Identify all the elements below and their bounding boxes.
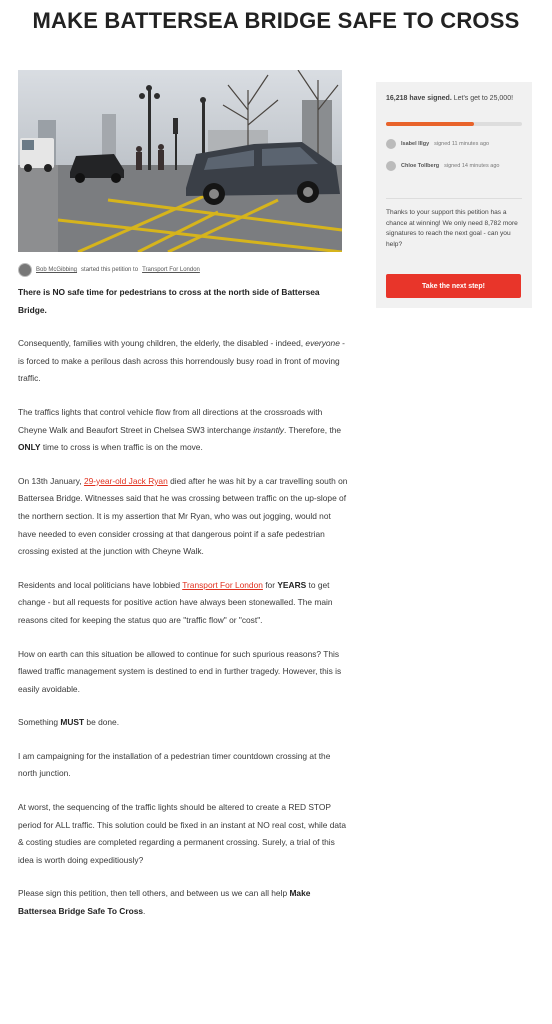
paragraph: The traffics lights that control vehicle flow from all directions at the crossroads with Cheyne Walk and Beaufort Street in Chelsea SW3 interchange instantly. Therefore, the ONLY time to cross is when traffic is on the move. <box>18 406 342 453</box>
page-title: MAKE BATTERSEA BRIDGE SAFE TO CROSS <box>32 8 520 33</box>
tfl-link[interactable]: Transport For London <box>182 579 263 590</box>
divider <box>386 198 522 199</box>
avatar <box>386 139 396 149</box>
starter-text: started this petition to <box>81 267 139 273</box>
target-link[interactable]: Transport For London <box>142 267 200 273</box>
paragraph: There is NO safe time for pedestrians to cross at the north side of Battersea Bridge. <box>18 287 320 315</box>
progress-bar <box>386 122 522 126</box>
help-text: Thanks to your support this petition has a chance at winning! We only need 8,782 more signatures to reach the next goal - can you help? <box>386 209 518 248</box>
petition-body <box>18 284 348 937</box>
street-scene-image <box>18 70 342 252</box>
next-step-button[interactable]: Take the next step! <box>386 274 521 298</box>
paragraph: Residents and local politicians have lobbied Transport For London for YEARS to get change - but all requests for positive action have always been stonewalled. The main reasons cited for keeping the status quo are "traffic flow" or "cost". <box>18 579 333 625</box>
signature-sidebar <box>376 82 532 308</box>
starter-name-link[interactable]: Bob McGibbing <box>36 267 78 273</box>
news-link[interactable]: 29-year-old Jack Ryan <box>83 475 168 486</box>
recent-signer: Chloe Tollberg signed 14 minutes ago <box>386 160 499 172</box>
paragraph: At worst, the sequencing of the traffic lights should be altered to create a RED STOP period for ALL traffic. This solution could be fixed in an instant at NO real cost, while data & costing studies are completed regarding a permanent crossing. Surely, a trial of this idea is worth doing expeditiously? <box>18 802 347 865</box>
paragraph: I am campaigning for the installation of a pedestrian timer countdown crossing at the north junction. <box>18 750 331 779</box>
petition-photo <box>18 70 342 252</box>
paragraph: Consequently, families with young children, the elderly, the disabled - indeed, everyone - is forced to make a perilous dash across this horrendously busy road in front of moving traffic. <box>18 338 345 384</box>
signature-count: 16,218 have signed. Let's get to 25,000! <box>386 95 514 102</box>
progress-fill <box>386 122 474 126</box>
avatar <box>386 161 396 171</box>
paragraph: Please sign this petition, then tell others, and between us we can all help Make Battersea Bridge Safe To Cross. <box>18 888 311 917</box>
petition-starter <box>18 262 348 278</box>
paragraph: On 13th January, 29-year-old Jack Ryan died after he was hit by a car travelling south on Battersea Bridge. Witnesses said that he was crossing between traffic on the up-slope of the northern section. It is my assertion that Mr Ryan, who was out jogging, would not have needed to even consider crossing at that dangerous point if a safe pedestrian crossing existed at the junction with Cheyne Walk. <box>18 475 348 557</box>
recent-signer: Isabel Illgy signed 11 minutes ago <box>386 138 489 150</box>
avatar <box>18 263 32 277</box>
paragraph: How on earth can this situation be allowed to continue for such spurious reasons? This flawed traffic management system is destined to end in further tragedy. However, this is easily avoidable. <box>18 648 342 694</box>
paragraph: Something MUST be done. <box>18 717 120 728</box>
